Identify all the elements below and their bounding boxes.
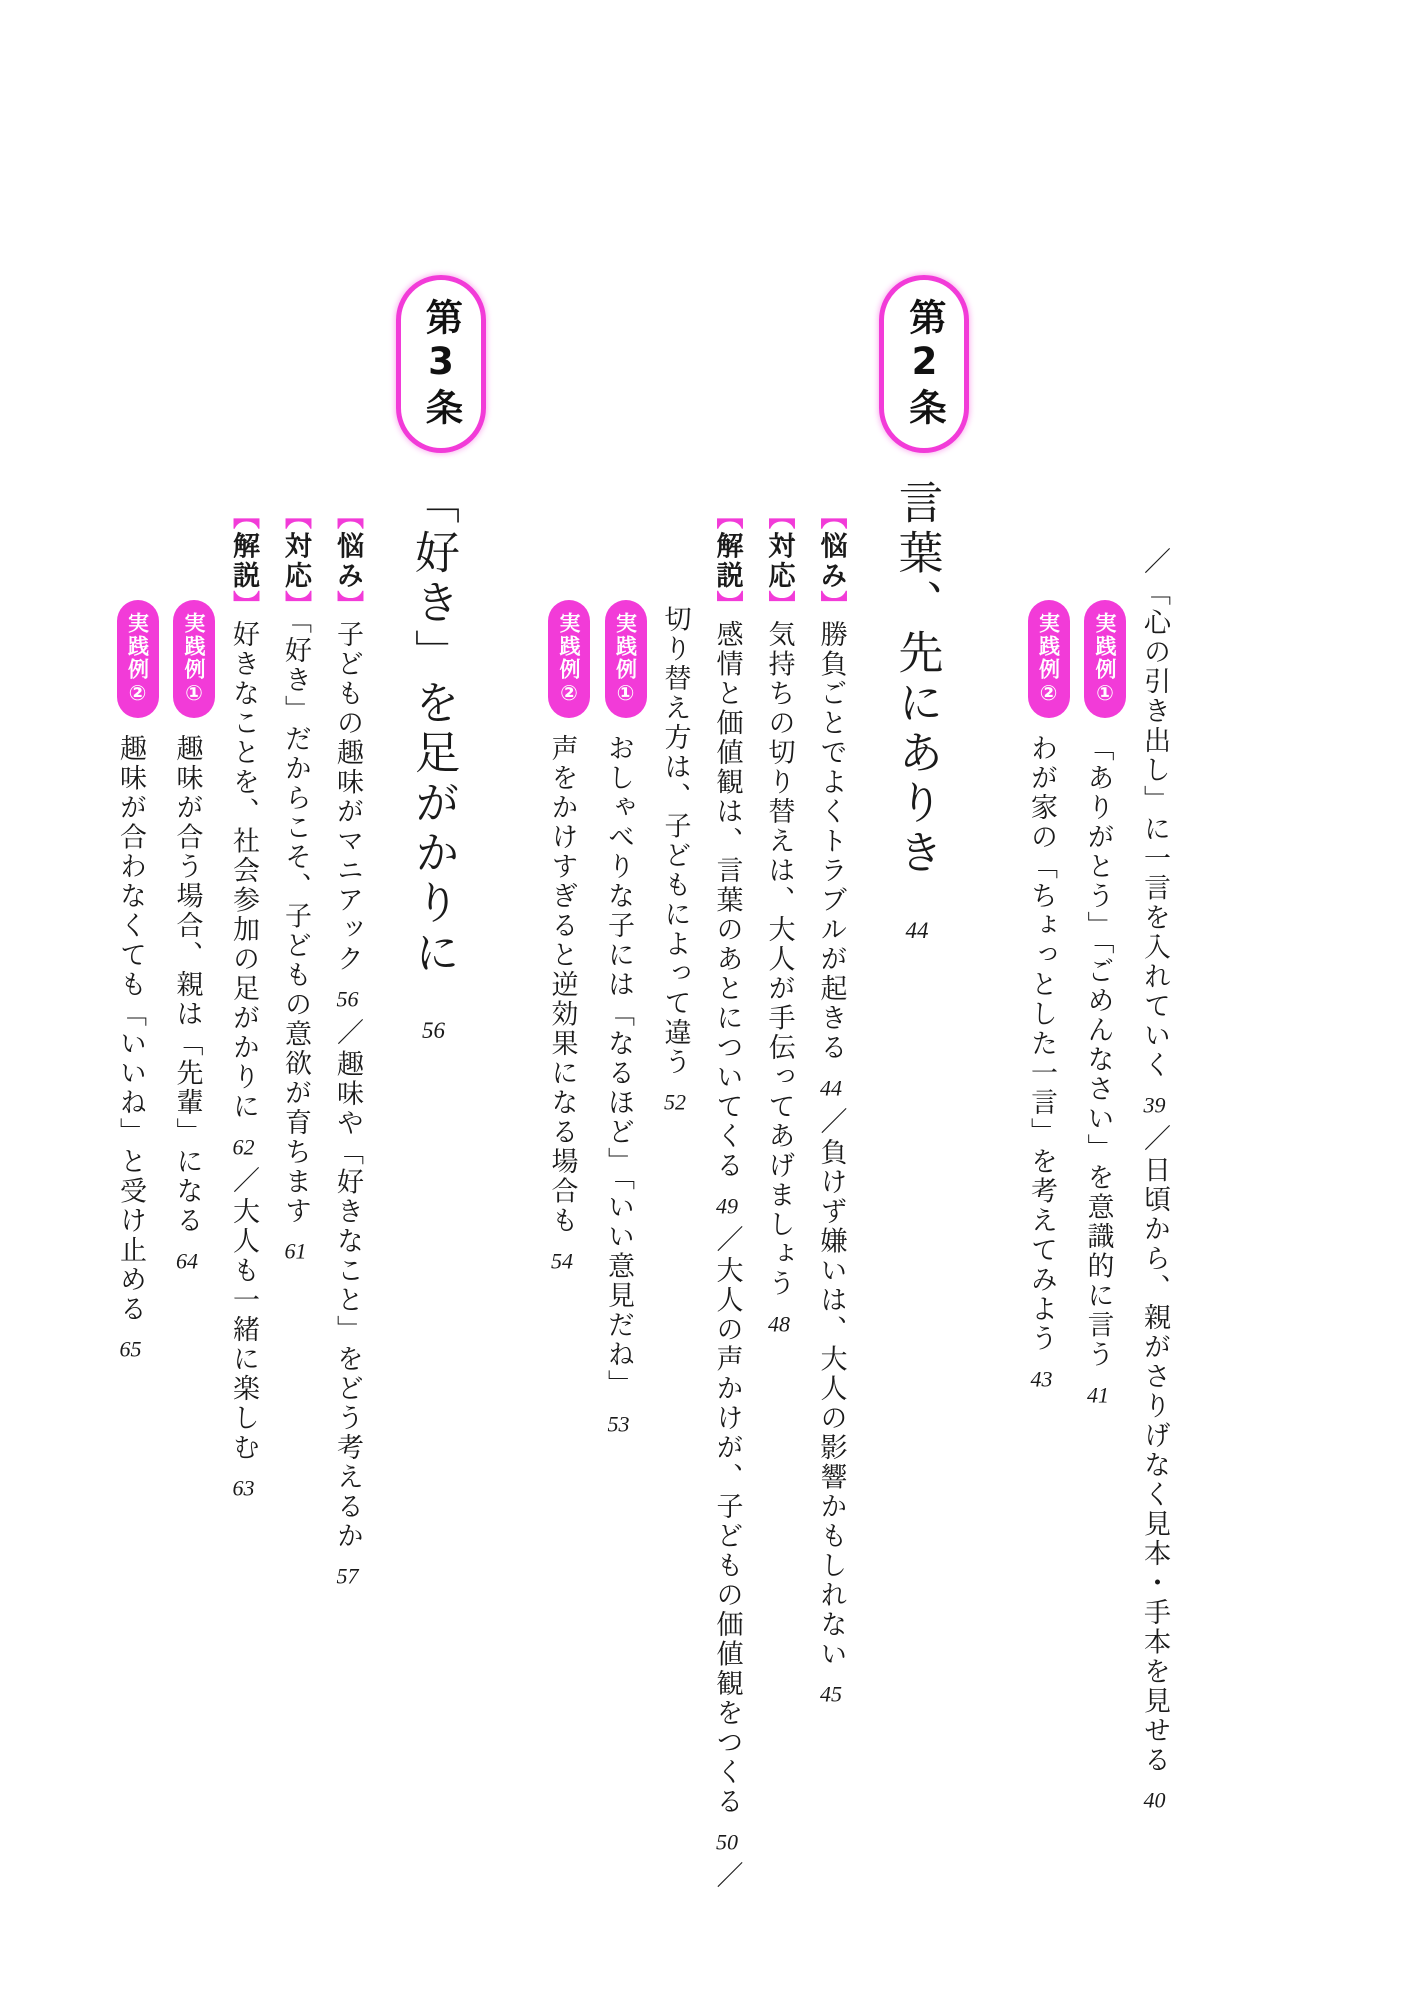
entry-text: 趣味や「好きなこと」をどう考えるか: [332, 1049, 363, 1551]
label-bracket-open: 【: [280, 502, 311, 532]
page-number: 43: [1030, 1367, 1053, 1390]
entry-text: 大人の声かけが、子どもの価値観をつくる: [711, 1256, 743, 1817]
label-bracket-close: 】: [228, 590, 259, 620]
page-number: 64: [176, 1249, 198, 1272]
article3-heading-column: [387, 275, 486, 2000]
page-number: 53: [607, 1413, 630, 1435]
toc-entry-article3-practice-1: [163, 600, 216, 2000]
page-number: 50: [716, 1830, 738, 1853]
toc-entry-practice-2: [1017, 600, 1070, 2000]
toc-entry-article2-kaisetsu-line1: [703, 502, 751, 2000]
toc-entry-practice-1: [1074, 600, 1127, 2000]
label-bracket-close: 】: [280, 590, 311, 620]
group-article1-continuation: [1017, 0, 1178, 2000]
toc-entry-continuation: [1130, 545, 1178, 2000]
entry-text: 好きなことを、社会参加の足がかりに: [228, 620, 259, 1122]
entry-text: 切り替え方は、子どもによって違う: [659, 605, 691, 1077]
page-number: 52: [664, 1091, 686, 1113]
slash-separator: ／: [815, 1106, 847, 1136]
entry-text: 声をかけすぎると逆効果になる場合も: [546, 734, 578, 1236]
page-number: 44: [905, 919, 929, 942]
entry-text: 大人も一緒に楽しむ: [228, 1197, 259, 1463]
entry-label: 解説: [711, 531, 743, 591]
entry-label: 悩み: [332, 531, 363, 591]
entry-label: 対応: [280, 531, 311, 591]
page-number: 45: [820, 1683, 842, 1705]
practice-example-2-badge: 実践例②: [117, 600, 159, 718]
toc-entry-article2-taio: [755, 502, 803, 2000]
page-number: 54: [551, 1249, 573, 1272]
entry-text: おしゃべりな子には「なるほど」「いい意見だね」: [603, 734, 634, 1399]
label-bracket-open: 【: [815, 502, 847, 532]
label-bracket-open: 【: [763, 502, 795, 532]
page-number: 57: [336, 1565, 359, 1587]
article3-title: 「好き」を足がかりに: [407, 479, 460, 979]
entry-text: 気持ちの切り替えは、大人が手伝ってあげましょう: [763, 620, 795, 1299]
practice-example-1-badge: 実践例①: [605, 600, 647, 718]
toc-entry-article3-practice-2: [106, 600, 159, 2000]
toc-entry-article2-nayami: [807, 502, 855, 2000]
label-bracket-open: 【: [228, 502, 259, 532]
page-number: 48: [768, 1312, 790, 1335]
slash-separator: ／: [228, 1165, 259, 1195]
page-number: 63: [232, 1476, 255, 1499]
toc-entry-article2-practice-2: [538, 600, 591, 2000]
article2-badge: 第2条: [879, 275, 969, 453]
toc-entry-article3-kaisetsu: [219, 502, 267, 2000]
entry-text: 趣味が合わなくても「いいね」と受け止める: [115, 734, 146, 1324]
page-number: 56: [336, 988, 359, 1010]
label-bracket-close: 】: [815, 590, 847, 620]
toc-entry-article3-nayami: [323, 502, 371, 2000]
page-number: 65: [119, 1338, 142, 1360]
page-number: 62: [232, 1135, 255, 1158]
practice-example-1-badge: 実践例①: [173, 600, 215, 718]
slash-separator: ／: [711, 1224, 743, 1254]
entry-text: 感情と価値観は、言葉のあとについてくる: [711, 620, 743, 1181]
toc-entry-article2-practice-1: [594, 600, 647, 2000]
group-article3: [106, 0, 486, 2000]
page-number: 44: [820, 1076, 842, 1099]
practice-example-2-badge: 実践例②: [548, 600, 590, 718]
label-bracket-close: 】: [332, 590, 363, 620]
entry-text: 日頃から、親がさりげなく見本・手本を見せる: [1139, 1155, 1170, 1775]
entry-text: 「ありがとう」「ごめんなさい」を意識的に言う: [1082, 734, 1114, 1370]
page-number: 40: [1143, 1789, 1166, 1811]
practice-example-2-badge: 実践例②: [1028, 600, 1070, 718]
entry-text: 趣味が合う場合、親は「先輩」になる: [171, 734, 203, 1236]
page-number: 39: [1143, 1094, 1166, 1116]
entry-text: 負けず嫌いは、大人の影響かもしれない: [815, 1138, 847, 1669]
label-bracket-close: 】: [711, 590, 743, 620]
slash-separator: ／: [1139, 1124, 1170, 1154]
entry-label: 解説: [228, 531, 259, 591]
page-number: 61: [284, 1240, 307, 1262]
toc-entry-article3-taio: [271, 502, 319, 2000]
slash-separator: ／: [711, 1860, 743, 1890]
entry-text: わが家の「ちょっとした一言」を考えてみよう: [1026, 734, 1057, 1354]
entry-text: 「好き」だからこそ、子どもの意欲が育ちます: [280, 620, 311, 1226]
article2-heading-column: [871, 275, 970, 2000]
entry-text: 子どもの趣味がマニアック: [332, 620, 363, 974]
label-bracket-close: 】: [763, 590, 795, 620]
page-number: 56: [422, 1019, 445, 1042]
practice-example-1-badge: 実践例①: [1084, 600, 1126, 718]
article2-title: 言葉、先にありき: [890, 479, 944, 879]
entry-text: 「心の引き出し」に一言を入れていく: [1139, 578, 1170, 1080]
toc-entry-article2-kaisetsu-line2: [651, 605, 699, 2000]
label-bracket-open: 【: [332, 502, 363, 532]
page-number: 41: [1087, 1383, 1109, 1406]
group-article2: [538, 0, 970, 2000]
label-bracket-open: 【: [711, 502, 743, 532]
entry-label: 悩み: [815, 531, 847, 591]
article3-badge: 第3条: [396, 275, 486, 453]
entry-text: 勝負ごとでよくトラブルが起きる: [815, 620, 847, 1063]
page-number: 49: [716, 1194, 738, 1217]
slash-separator: ／: [332, 1018, 363, 1048]
entry-label: 対応: [763, 531, 795, 591]
slash-separator: ／: [1139, 547, 1170, 577]
